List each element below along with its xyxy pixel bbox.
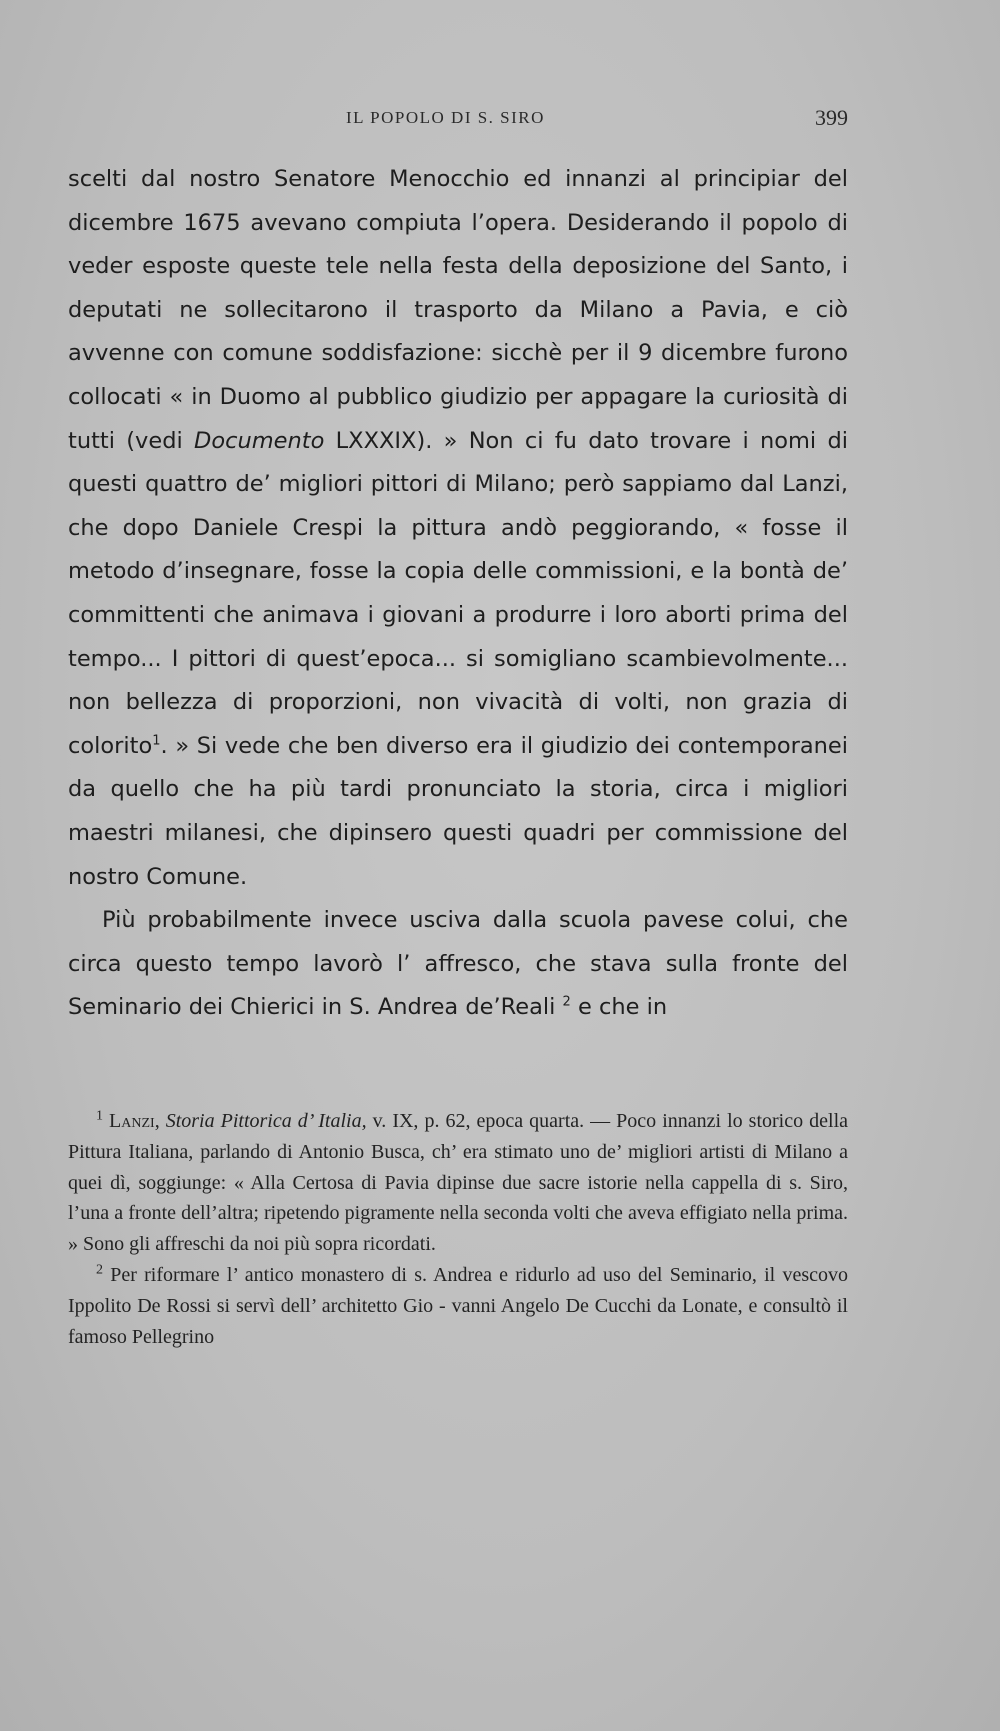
running-header <box>68 105 848 138</box>
footnote-1-number: 1 <box>96 1108 103 1124</box>
paragraph-1-text-b: LXXXIX). » Non ci fu dato trovare i nomi di questi quattro de’ migliori pittori di Milano; però sappiamo dal Lanzi, che dopo Daniele Crespi la pittura andò peggiorando, « fosse il metodo d’insegnare, fosse la copia delle commissioni, e la bontà de’ committenti che animava i giovani a produrre i loro aborti prima del tempo... I pittori di quest’epoca... si somigliano scambievolmente... non bellezza di proporzioni, non vivacità di volti, non grazia di colorito <box>68 427 848 759</box>
footnote-1-text: v. IX, p. 62, epoca quarta. — Poco innanzi lo storico della Pittura Italiana, parlando di Antonio Busca, ch’ era stimato uno de’ migliori artisti di Milano a quei dì, soggiunge: « Alla Certosa di Pavia dipinse due sacre istorie nella cappella di s. Siro, l’una a fronte dell’altra; ripetendo pigramente nella seconda volti che aveva effigiato nella prima. » Sono gli affreschi da noi più sopra ricordati. <box>68 1110 849 1256</box>
footnote-2-text: Per riformare l’ antico monastero di s. Andrea e ridurlo ad uso del Seminario, il vescovo Ippolito De Rossi si servì dell’ architetto Gio - vanni Angelo De Cucchi da Lonate, e consultò il famoso Pellegrino <box>68 1263 848 1348</box>
footnote-1-title: Storia Pittorica d’ Italia, <box>165 1110 367 1132</box>
paragraph-1-text-a: scelti dal nostro Senatore Menocchio ed innanzi al principiar del dicembre 1675 avevano compiuta l’opera. Desiderando il popolo di veder esposte queste tele nella festa della deposizione del Santo, i deputati ne sollecitarono il trasporto da Milano a Pavia, e ciò avvenne con comune soddisfazione: sicchè per il 9 dicembre furono collocati « in Duomo al pubblico giudizio per appagare la curiosità di tutti (vedi <box>68 166 848 454</box>
footnote-ref-2: 2 <box>562 994 571 1010</box>
paragraph-2-text-a: Più probabilmente invece usciva dalla scuola pavese colui, che circa questo tempo lavorò l’ affresco, che stava sulla fronte del Seminario dei Chierici in S. Andrea de’Reali <box>68 907 848 1021</box>
paragraph-1 <box>68 158 848 899</box>
paragraph-1-text-c: . » Si vede che ben diverso era il giudizio dei contemporanei da quello che ha più tardi pronunciato la storia, circa i migliori maestri milanesi, che dipinsero questi quadri per commissione del nostro Comune. <box>68 732 848 890</box>
footnotes <box>68 1106 848 1352</box>
footnote-1-author: Lanzi <box>109 1110 155 1132</box>
running-title: IL POPOLO DI S. SIRO <box>346 108 545 127</box>
footnote-2 <box>68 1260 848 1352</box>
footnote-ref-1: 1 <box>152 733 161 749</box>
body-text <box>68 158 848 1030</box>
footnote-2-number: 2 <box>96 1262 103 1278</box>
footnote-1 <box>68 1106 848 1260</box>
paragraph-2-text-b: e che in <box>570 994 668 1021</box>
footnote-1-sep: , <box>154 1110 166 1132</box>
documento-italic: Documento <box>194 427 325 454</box>
paragraph-2 <box>68 899 848 1030</box>
page-number: 399 <box>815 105 848 130</box>
